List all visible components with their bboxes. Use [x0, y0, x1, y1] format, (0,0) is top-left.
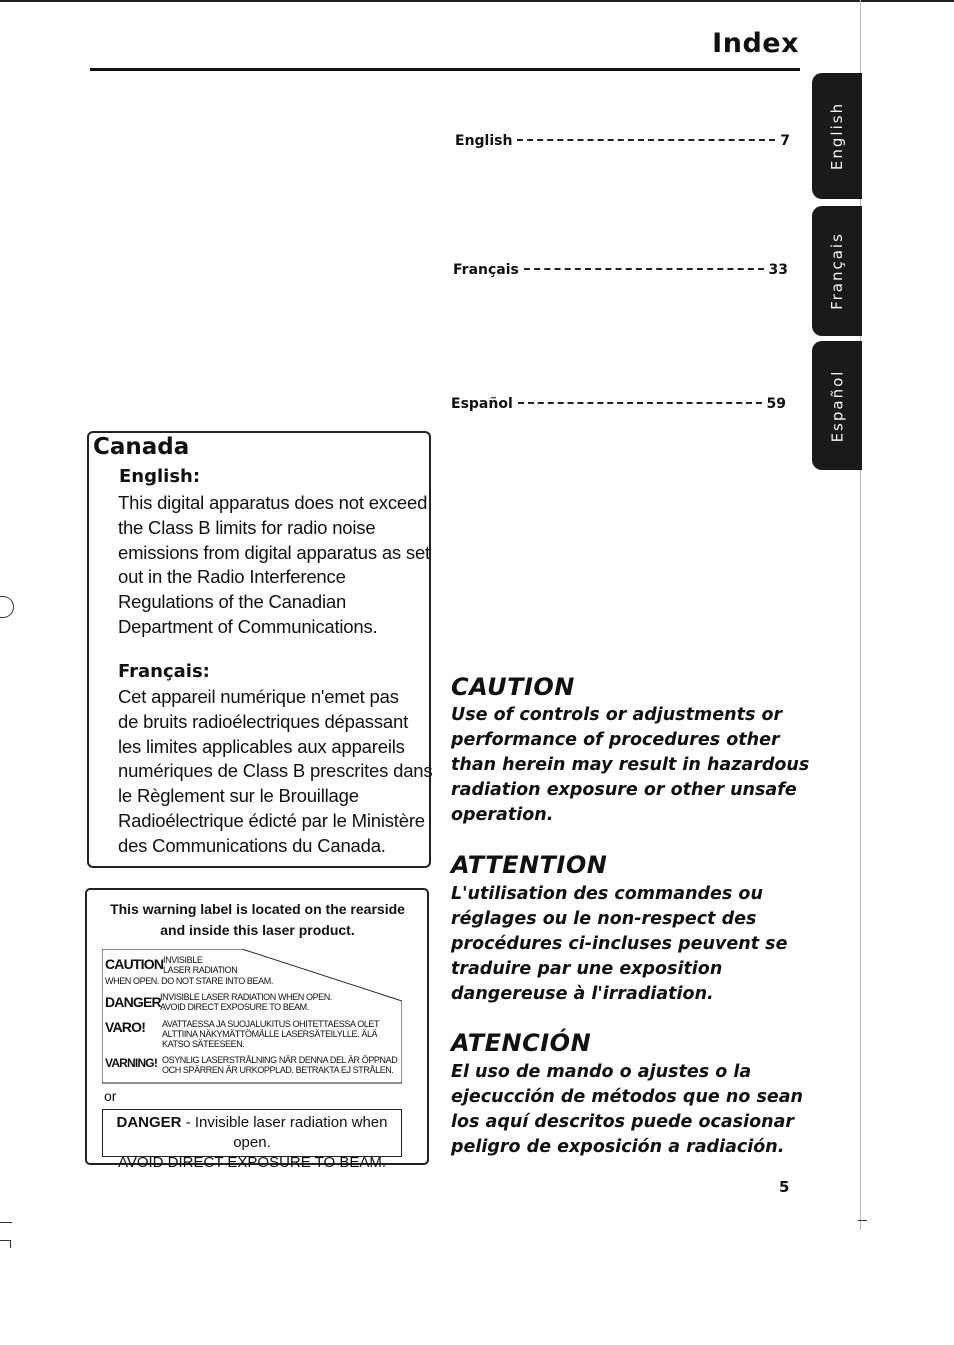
toc-page: 59: [766, 396, 786, 412]
text-line: operation.: [451, 805, 554, 825]
text-line: Use of controls or adjustments or: [451, 705, 783, 725]
label-caution-text: [163, 955, 237, 975]
label-caution-key: CAUTION: [105, 956, 164, 972]
toc-leader: [524, 268, 764, 270]
attention-text: [451, 882, 787, 1007]
text-line: L'utilisation des commandes ou: [451, 884, 763, 904]
label-line: INVISIBLE LASER RADIATION WHEN OPEN.: [160, 992, 332, 1002]
alt-danger-label: [102, 1109, 402, 1171]
page-title: Index: [712, 28, 799, 59]
canada-title: Canada: [93, 434, 190, 460]
text-line: des Communications du Canada.: [118, 834, 386, 856]
text-line: Department of Communications.: [118, 615, 378, 637]
side-tab-label: Français: [828, 232, 847, 310]
text-line: El uso de mando o ajustes o la: [451, 1062, 752, 1082]
atencion-title: ATENCIÓN: [451, 1029, 592, 1057]
toc-entry-english[interactable]: [455, 133, 790, 149]
toc-page: 7: [780, 133, 790, 149]
registration-mark: [0, 596, 14, 618]
toc-label: English: [455, 133, 513, 149]
side-tab-english[interactable]: [812, 73, 862, 199]
toc-entry-espanol[interactable]: [451, 396, 786, 412]
side-tab-francais[interactable]: [812, 206, 862, 336]
text-line: le Règlement sur le Brouillage: [118, 785, 359, 807]
crop-mark: [0, 1240, 10, 1241]
text-line: This digital apparatus does not exceed: [118, 492, 428, 513]
heading-line: This warning label is located on the rearside: [110, 901, 405, 917]
canada-english-heading: English:: [119, 466, 201, 487]
text-line: los aquí descritos puede ocasionar: [451, 1112, 795, 1132]
label-line: AVOID DIRECT EXPOSURE TO BEAM.: [160, 1002, 309, 1012]
crop-mark: [10, 1240, 11, 1248]
text-line: les limites applicables aux appareils: [118, 735, 405, 757]
toc-label: Español: [451, 396, 513, 412]
text-line: Cet appareil numérique n'emet pas: [118, 686, 399, 707]
warning-label-heading: [95, 899, 420, 941]
label-varning-text: [162, 1055, 397, 1075]
text-line: de bruits radioélectriques dépassant: [118, 710, 409, 732]
attention-title: ATTENTION: [451, 851, 608, 879]
label-danger-text: [160, 992, 332, 1012]
top-edge-line: [0, 0, 954, 2]
alt-danger-key: DANGER: [116, 1114, 182, 1131]
label-varning-key: VARNING!: [105, 1056, 158, 1070]
canada-french-text: [118, 685, 432, 859]
side-tab-label: English: [828, 101, 847, 171]
alt-danger-line-2: AVOID DIRECT EXPOSURE TO BEAM.: [117, 1154, 387, 1171]
text-line: traduire par une exposition: [451, 959, 723, 979]
label-varo-text: [162, 1019, 379, 1049]
text-line: dangereuse à l'irradiation.: [451, 984, 714, 1004]
page-number: 5: [779, 1178, 790, 1196]
title-rule: [90, 68, 800, 71]
toc-entry-francais[interactable]: [453, 262, 788, 278]
text-line: réglages ou le non-respect des: [451, 909, 757, 929]
label-caution-text-2: WHEN OPEN. DO NOT STARE INTO BEAM.: [105, 976, 273, 986]
label-line: OCH SPÄRREN ÄR URKOPPLAD. BETRAKTA EJ STRÅLEN.: [162, 1065, 394, 1075]
side-tab-label: Español: [828, 369, 847, 442]
label-line: ALTTIINA NÄKYMÄTTÖMÄLLE LASERSÄTEILYLLE. ÄLÄ: [162, 1029, 378, 1039]
label-varo-key: VARO!: [105, 1019, 146, 1035]
side-tab-espanol[interactable]: [812, 341, 862, 470]
label-caution-row: [105, 954, 163, 973]
caution-title: CAUTION: [451, 673, 575, 701]
text-line: emissions from digital apparatus as set: [118, 541, 430, 563]
toc-page: 33: [768, 262, 788, 278]
alt-danger-text: - Invisible laser radiation when open.: [181, 1114, 388, 1151]
label-line: OSYNLIG LASERSTRÅLNING NÄR DENNA DEL ÄR ÖPPNAD: [162, 1055, 398, 1065]
label-line: KATSO SÄTEESEEN.: [162, 1039, 245, 1049]
caution-text: [451, 703, 809, 828]
text-line: Regulations of the Canadian: [118, 591, 347, 613]
canada-english-text: [118, 491, 430, 640]
toc-leader: [517, 139, 775, 141]
text-line: out in the Radio Interference: [118, 566, 346, 588]
text-line: procédures ci-incluses peuvent se: [451, 934, 788, 954]
label-line: AVATTAESSA JA SUOJALUKITUS OHITETTAESSA OLET: [162, 1019, 380, 1029]
atencion-text: [451, 1060, 803, 1160]
text-line: performance of procedures other: [451, 730, 780, 750]
text-line: radiation exposure or other unsafe: [451, 780, 797, 800]
crop-mark: [858, 1220, 867, 1221]
text-line: the Class B limits for radio noise: [118, 516, 376, 538]
toc-leader: [518, 402, 762, 404]
toc-label: Français: [453, 262, 519, 278]
canada-french-heading: Français:: [118, 661, 210, 682]
alt-danger-line-1: [103, 1110, 401, 1153]
crop-mark: [0, 1222, 12, 1223]
heading-line: and inside this laser product.: [160, 922, 355, 938]
laser-label-graphic: [102, 949, 402, 1084]
text-line: ejecucción de métodos que no sean: [451, 1087, 803, 1107]
text-line: than herein may result in hazardous: [451, 755, 810, 775]
or-text: or: [104, 1088, 117, 1104]
text-line: peligro de exposición a radiación.: [451, 1137, 785, 1157]
label-line: INVISIBLE: [163, 955, 203, 965]
text-line: Radioélectrique édicté par le Ministère: [118, 809, 425, 831]
label-line: LASER RADIATION: [163, 965, 238, 975]
label-danger-key: DANGER: [105, 994, 161, 1010]
text-line: numériques de Class B prescrites dans: [118, 760, 433, 782]
